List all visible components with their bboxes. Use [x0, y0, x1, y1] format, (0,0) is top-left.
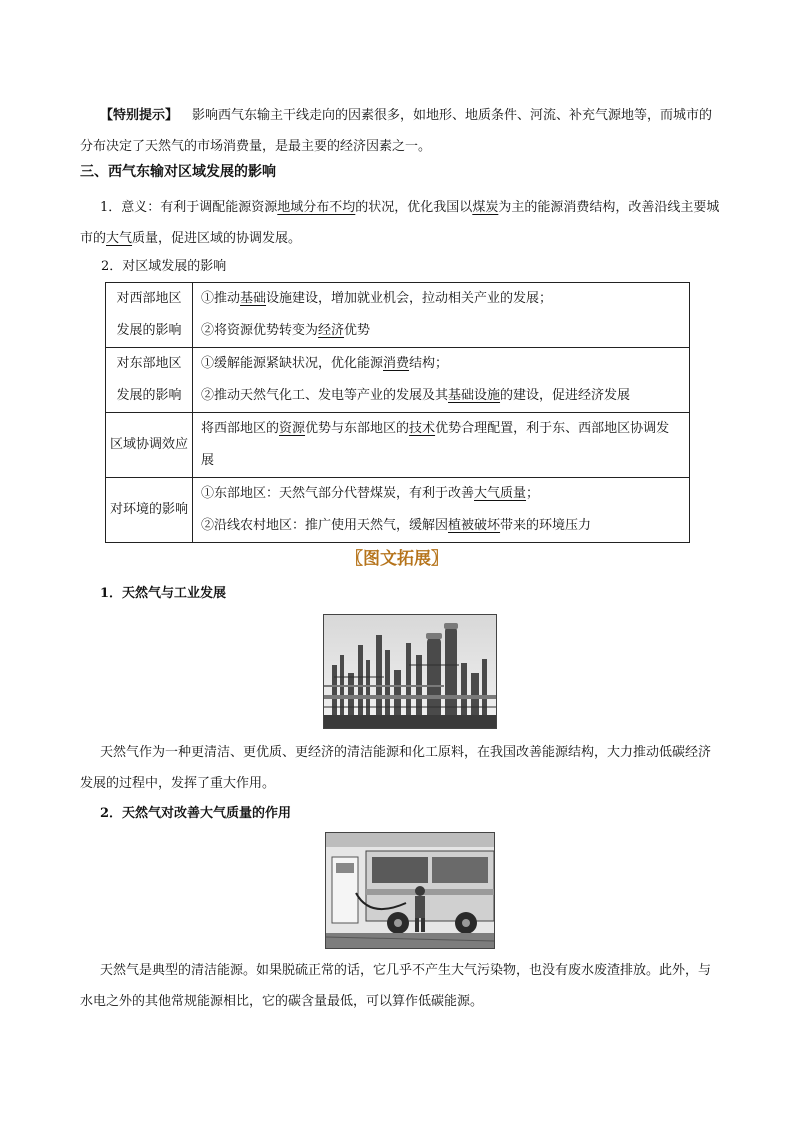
content-text: ②沿线农村地区：推广使用天然气，缓解因: [201, 518, 449, 533]
underlined-term: 资源: [279, 421, 306, 436]
row-header: [106, 283, 193, 348]
meaning-paragraph: [80, 192, 720, 254]
content-text: 设施建设，增加就业机会，拉动相关产业的发展；: [266, 291, 553, 306]
underlined-term: 消费: [383, 356, 410, 371]
row-header-line: 发展的影响: [116, 323, 182, 338]
table-row: [106, 478, 690, 543]
row-header: [106, 478, 193, 543]
underlined-term: 技术: [409, 421, 436, 436]
table-row: [106, 283, 690, 348]
underlined-term: 煤炭: [472, 200, 499, 215]
underlined-term: 大气: [106, 231, 133, 246]
meaning-text: 的状况，优化我国以: [355, 200, 473, 215]
row-content: [193, 413, 690, 478]
expand-section-title: 〖图文拓展〗: [346, 549, 448, 569]
content-text: ②推动天然气化工、发电等产业的发展及其: [201, 388, 449, 403]
content-text: ②将资源优势转变为: [201, 323, 319, 338]
industrial-plant-photo: [323, 614, 497, 729]
content-line: [201, 510, 681, 542]
underlined-term: 基础: [240, 291, 267, 306]
content-text: ；: [526, 486, 540, 501]
subheading-impact: 2．对区域发展的影响: [101, 259, 227, 274]
content-text: 带来的环境压力: [500, 518, 592, 533]
content-text: 结构；: [409, 356, 449, 371]
row-content: [193, 283, 690, 348]
item2-text: 天然气是典型的清洁能源。如果脱硫正常的话，它几乎不产生大气污染物，也没有废水废渣排放。此外，与水电之外的其他常规能源相比，它的碳含量最低，可以算作低碳能源。: [80, 963, 712, 1009]
item1-text: 天然气作为一种更清洁、更优质、更经济的清洁能源和化工原料，在我国改善能源结构，大力推动低碳经济发展的过程中，发挥了重大作用。: [80, 745, 712, 791]
impact-table: [105, 282, 690, 543]
row-header: [106, 348, 193, 413]
content-text: ①缓解能源紧缺状况，优化能源: [201, 356, 384, 371]
underlined-term: 大气质量: [474, 486, 527, 501]
content-text: 优势与东部地区的: [305, 421, 410, 436]
row-content: [193, 478, 690, 543]
row-content: [193, 348, 690, 413]
row-header-line: 对环境的影响: [109, 502, 188, 517]
content-line: [201, 478, 681, 510]
special-tip-paragraph: [80, 100, 720, 162]
row-header: [106, 413, 193, 478]
content-line: [201, 315, 681, 347]
special-tip-text: 影响西气东输主干线走向的因素很多，如地形、地质条件、河流、补充气源地等，而城市的分布决定了天然气的市场消费量，是最主要的经济因素之一。: [80, 108, 713, 154]
meaning-text: 质量，促进区域的协调发展。: [132, 231, 302, 246]
underlined-term: 地域分布不均: [277, 200, 356, 215]
row-header-line: 对西部地区: [116, 291, 182, 306]
content-text: ①东部地区：天然气部分代替煤炭，有利于改善: [201, 486, 475, 501]
underlined-term: 基础设施: [448, 388, 501, 403]
content-line: [201, 348, 681, 380]
table-row: [106, 413, 690, 478]
row-header-line: 发展的影响: [116, 388, 182, 403]
underlined-term: 经济: [318, 323, 345, 338]
item1-title: 1．天然气与工业发展: [100, 586, 227, 601]
section-title: 三、西气东输对区域发展的影响: [80, 164, 276, 180]
content-text: ①推动: [201, 291, 241, 306]
row-header-line: 对东部地区: [116, 356, 182, 371]
underlined-term: 植被破坏: [448, 518, 501, 533]
content-line: [201, 283, 681, 315]
item2-title: 2．天然气对改善大气质量的作用: [100, 806, 292, 821]
content-text: 的建设，促进经济发展: [500, 388, 631, 403]
cng-bus-refueling-photo: [325, 832, 495, 949]
table-row: [106, 348, 690, 413]
row-header-line: 区域协调效应: [109, 437, 188, 452]
meaning-text: 为主的能源消费结构，改善沿线主要城市的: [80, 200, 720, 246]
content-text: 优势合理配置，利于东、西部地区协调发展: [201, 421, 670, 468]
content-text: 优势: [344, 323, 371, 338]
content-line: [201, 380, 681, 412]
special-tip-tag: 【特别提示】: [100, 108, 179, 123]
meaning-text: 1．意义：有利于调配能源资源: [100, 200, 278, 215]
content-text: 将西部地区的: [201, 421, 280, 436]
